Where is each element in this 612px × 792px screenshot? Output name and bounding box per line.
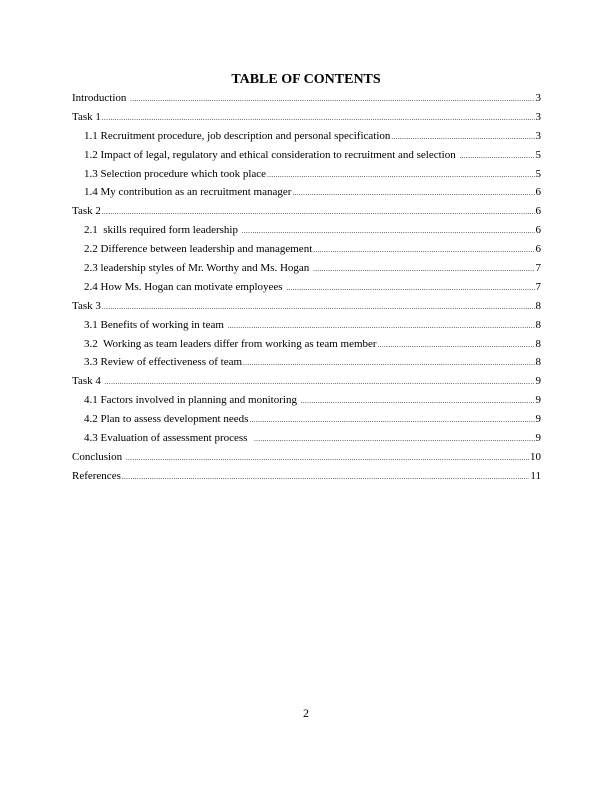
toc-leader-dots	[102, 297, 535, 316]
toc-entry-text: 2.2 Difference between leadership and management	[84, 243, 313, 256]
toc-leader-dots	[267, 165, 534, 184]
toc-entry[interactable]	[72, 353, 541, 372]
toc-leader-dots	[286, 278, 534, 297]
toc-entry-page: 6	[535, 205, 541, 218]
toc-leader-dots	[130, 89, 534, 108]
toc-entry[interactable]	[72, 391, 541, 410]
toc-leader-dots	[313, 259, 534, 278]
toc-leader-dots	[126, 448, 529, 467]
toc-entry-page: 5	[535, 148, 541, 161]
toc-entry[interactable]	[72, 429, 541, 448]
toc-leader-dots	[459, 146, 534, 165]
table-of-contents	[72, 89, 541, 486]
toc-entry-page: 11	[530, 469, 541, 482]
toc-leader-dots	[102, 108, 535, 127]
toc-entry[interactable]	[72, 448, 541, 467]
toc-entry-page: 10	[530, 450, 541, 463]
toc-entry-text: 2.1 skills required form leadership	[84, 224, 241, 237]
toc-entry-text: 1.4 My contribution as an recruitment manager	[84, 186, 292, 199]
toc-entry-page: 5	[535, 167, 541, 180]
toc-entry[interactable]	[72, 372, 541, 391]
toc-entry-page: 9	[535, 394, 541, 407]
toc-entry[interactable]	[72, 127, 541, 146]
toc-entry-page: 8	[535, 337, 541, 350]
toc-leader-dots	[301, 391, 535, 410]
toc-entry-text: 3.1 Benefits of working in team	[84, 318, 227, 331]
toc-entry-page: 6	[535, 186, 541, 199]
toc-leader-dots	[249, 410, 534, 429]
toc-entry[interactable]	[72, 259, 541, 278]
toc-entry[interactable]	[72, 335, 541, 354]
toc-entry-page: 3	[535, 92, 541, 104]
toc-entry-text: 3.3 Review of effectiveness of team	[84, 356, 243, 369]
toc-entry-text: 4.2 Plan to assess development needs	[84, 413, 249, 426]
toc-entry-text: Task 2	[72, 205, 101, 218]
toc-entry-text: Task 4	[72, 375, 104, 388]
toc-entry[interactable]	[72, 316, 541, 335]
toc-entry-text: 2.4 How Ms. Hogan can motivate employees	[84, 280, 286, 293]
toc-entry-page: 9	[535, 432, 541, 445]
toc-leader-dots	[243, 353, 534, 372]
toc-entry-page: 8	[535, 356, 541, 369]
toc-entry[interactable]	[72, 108, 541, 127]
toc-entry-text: 1.3 Selection procedure which took place	[84, 167, 267, 180]
toc-leader-dots	[228, 316, 535, 335]
toc-entry-page: 6	[535, 243, 541, 256]
toc-leader-dots	[105, 372, 535, 391]
toc-leader-dots	[254, 429, 535, 448]
toc-entry-page: 8	[535, 318, 541, 331]
toc-entry-page: 3	[535, 110, 541, 123]
toc-entry[interactable]	[72, 146, 541, 165]
toc-entry-page: 9	[535, 413, 541, 426]
toc-leader-dots	[242, 221, 535, 240]
toc-entry-page: 6	[535, 224, 541, 237]
toc-entry[interactable]	[72, 467, 541, 486]
toc-title: TABLE OF CONTENTS	[231, 72, 381, 87]
toc-leader-dots	[378, 335, 535, 354]
toc-entry[interactable]	[72, 165, 541, 184]
toc-entry[interactable]	[72, 297, 541, 316]
toc-entry-page: 7	[535, 262, 541, 275]
toc-entry-text: Conclusion	[72, 450, 125, 463]
toc-entry[interactable]	[72, 183, 541, 202]
toc-entry-text: 4.3 Evaluation of assessment process	[84, 432, 253, 445]
toc-entry-text: Task 3	[72, 299, 101, 312]
toc-entry[interactable]	[72, 410, 541, 429]
toc-entry-text: Task 1	[72, 110, 101, 123]
toc-entry-text: 4.1 Factors involved in planning and monitoring	[84, 394, 300, 407]
toc-entry[interactable]	[72, 202, 541, 221]
toc-entry-text: References	[72, 469, 121, 482]
toc-entry-text: 2.3 leadership styles of Mr. Worthy and Ms. Hogan	[84, 262, 313, 275]
toc-entry-page: 3	[535, 129, 541, 142]
toc-leader-dots	[122, 467, 530, 486]
toc-entry-page: 9	[535, 375, 541, 388]
toc-entry[interactable]	[72, 240, 541, 259]
toc-entry-page: 8	[535, 299, 541, 312]
toc-entry[interactable]	[72, 221, 541, 240]
toc-entry-text: 1.2 Impact of legal, regulatory and ethical consideration to recruitment and selection	[84, 148, 459, 161]
page-number: 2	[303, 706, 309, 720]
toc-entry-text: Introduction	[72, 92, 130, 104]
toc-entry[interactable]	[72, 278, 541, 297]
toc-entry-page: 7	[535, 280, 541, 293]
toc-leader-dots	[391, 127, 534, 146]
toc-leader-dots	[102, 202, 535, 221]
toc-leader-dots	[313, 240, 534, 259]
toc-entry-text: 1.1 Recruitment procedure, job description and personal specification	[84, 129, 391, 142]
toc-entry[interactable]	[72, 89, 541, 108]
toc-entry-text: 3.2 Working as team leaders differ from working as team member	[84, 337, 377, 350]
toc-leader-dots	[292, 183, 534, 202]
